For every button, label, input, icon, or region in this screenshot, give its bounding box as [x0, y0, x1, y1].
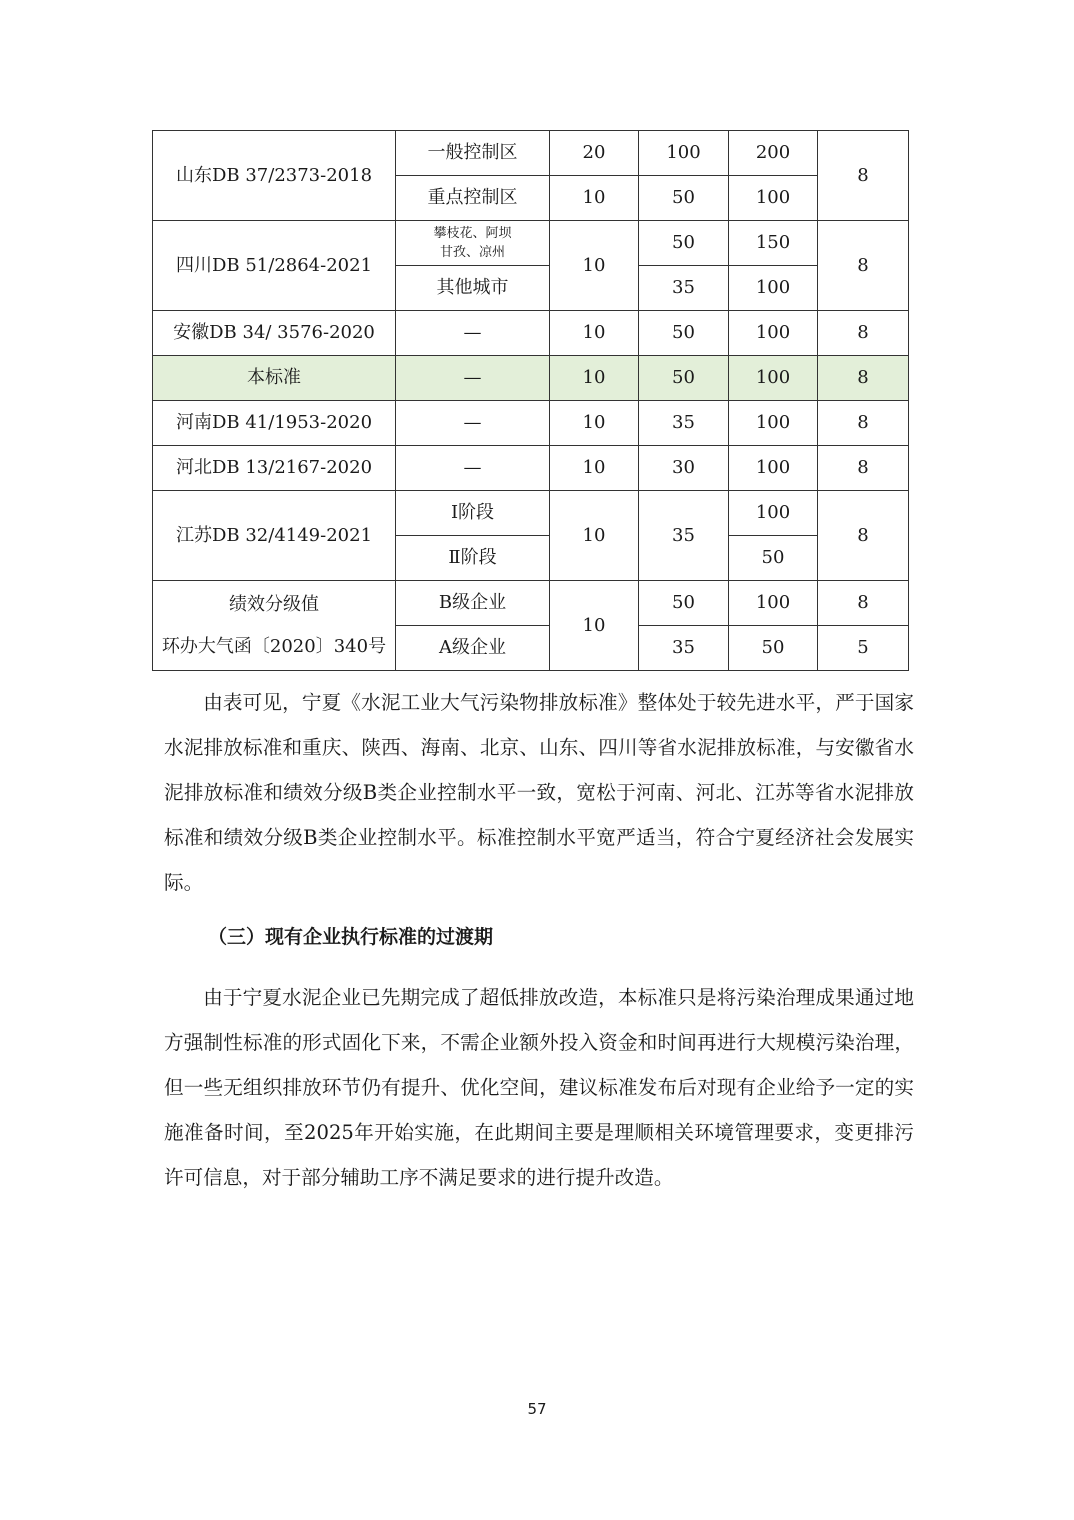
- value-cell: 100: [729, 446, 818, 491]
- value-cell: 5: [818, 626, 909, 671]
- table-row: [153, 401, 909, 446]
- value-cell: 35: [639, 401, 729, 446]
- value-cell: 8: [818, 311, 909, 356]
- value-cell: 50: [639, 311, 729, 356]
- standards-comparison-table: [152, 130, 909, 671]
- region-cell: 重点控制区: [396, 176, 550, 221]
- value-cell: 10: [550, 581, 639, 671]
- table-row: [153, 131, 909, 176]
- value-cell: 20: [550, 131, 639, 176]
- region-cell: B级企业: [396, 581, 550, 626]
- standard-cell: [153, 581, 396, 671]
- value-cell: 50: [639, 581, 729, 626]
- value-cell: 50: [729, 536, 818, 581]
- value-cell: 10: [550, 311, 639, 356]
- region-cell: —: [396, 311, 550, 356]
- standard-cell: 本标准: [153, 356, 396, 401]
- value-cell: 8: [818, 401, 909, 446]
- region-cell: —: [396, 446, 550, 491]
- standard-cell: 安徽DB 34/ 3576-2020: [153, 311, 396, 356]
- transition-paragraph: 由于宁夏水泥企业已先期完成了超低排放改造，本标准只是将污染治理成果通过地方强制性标准的形式固化下来，不需企业额外投入资金和时间再进行大规模污染治理，但一些无组织排放环节仍有提升、优化空间，建议标准发布后对现有企业给予一定的实施准备时间，至2025年开始实施，在此期间主要是理顺相关环境管理要求，变更排污许可信息，对于部分辅助工序不满足要求的进行提升改造。: [164, 986, 914, 1189]
- value-cell: 8: [818, 356, 909, 401]
- value-cell: 100: [729, 311, 818, 356]
- value-cell: 100: [639, 131, 729, 176]
- value-cell: 8: [818, 221, 909, 311]
- value-cell: 8: [818, 491, 909, 581]
- region-cell: A级企业: [396, 626, 550, 671]
- region-cell: Ⅰ阶段: [396, 491, 550, 536]
- value-cell: 100: [729, 581, 818, 626]
- region-cell: —: [396, 356, 550, 401]
- value-cell: 30: [639, 446, 729, 491]
- region-cell: [396, 221, 550, 266]
- value-cell: 50: [639, 356, 729, 401]
- region-line: 甘孜、凉州: [439, 245, 505, 260]
- region-cell: 其他城市: [396, 266, 550, 311]
- value-cell: 10: [550, 176, 639, 221]
- value-cell: 35: [639, 626, 729, 671]
- table-row: [153, 446, 909, 491]
- conclusion-paragraph: 由表可见，宁夏《水泥工业大气污染物排放标准》整体处于较先进水平，严于国家水泥排放标准和重庆、陕西、海南、北京、山东、四川等省水泥排放标准，与安徽省水泥排放标准和绩效分级B类企业控制水平一致，宽松于河南、河北、江苏等省水泥排放标准和绩效分级B类企业控制水平。标准控制水平宽严适当，符合宁夏经济社会发展实际。: [164, 691, 914, 894]
- value-cell: 8: [818, 581, 909, 626]
- value-cell: 100: [729, 356, 818, 401]
- value-cell: 10: [550, 401, 639, 446]
- value-cell: 35: [639, 491, 729, 581]
- section-heading: （三）现有企业执行标准的过渡期: [208, 926, 494, 948]
- page-number: 57: [527, 1400, 547, 1418]
- value-cell: 50: [639, 221, 729, 266]
- standard-cell: 河南DB 41/1953-2020: [153, 401, 396, 446]
- value-cell: 10: [550, 446, 639, 491]
- standard-cell: 江苏DB 32/4149-2021: [153, 491, 396, 581]
- region-cell: Ⅱ阶段: [396, 536, 550, 581]
- value-cell: 50: [639, 176, 729, 221]
- value-cell: 150: [729, 221, 818, 266]
- value-cell: 8: [818, 131, 909, 221]
- value-cell: 8: [818, 446, 909, 491]
- value-cell: 10: [550, 491, 639, 581]
- value-cell: 100: [729, 401, 818, 446]
- standard-line: 绩效分级值: [229, 593, 319, 615]
- standard-cell: 山东DB 37/2373-2018: [153, 131, 396, 221]
- region-line: 攀枝花、阿坝: [433, 225, 512, 241]
- table-row: [153, 311, 909, 356]
- region-cell: —: [396, 401, 550, 446]
- standard-cell: 河北DB 13/2167-2020: [153, 446, 396, 491]
- table-row: [153, 221, 909, 266]
- value-cell: 10: [550, 221, 639, 311]
- highlighted-row: [153, 356, 909, 401]
- region-cell: 一般控制区: [396, 131, 550, 176]
- value-cell: 35: [639, 266, 729, 311]
- table-row: [153, 491, 909, 536]
- standard-cell: 四川DB 51/2864-2021: [153, 221, 396, 311]
- value-cell: 200: [729, 131, 818, 176]
- value-cell: 100: [729, 266, 818, 311]
- value-cell: 100: [729, 491, 818, 536]
- value-cell: 10: [550, 356, 639, 401]
- table-row: [153, 581, 909, 626]
- value-cell: 100: [729, 176, 818, 221]
- standard-line: 环办大气函〔2020〕340号: [161, 635, 387, 657]
- value-cell: 50: [729, 626, 818, 671]
